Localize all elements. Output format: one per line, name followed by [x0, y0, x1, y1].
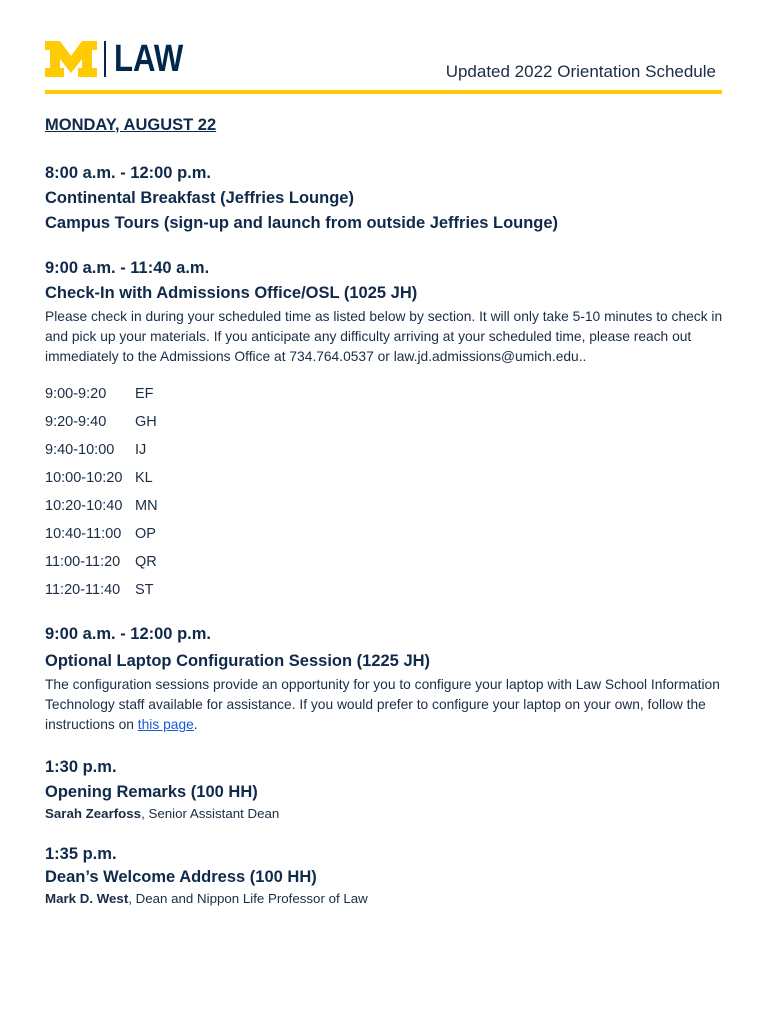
slot-section: KL — [135, 470, 153, 486]
slot-row — [45, 440, 725, 468]
event-time: 8:00 a.m. - 12:00 p.m. — [45, 164, 211, 182]
event-welcome-address — [45, 843, 725, 908]
event-time: 1:30 p.m. — [45, 758, 117, 776]
event-laptop-config — [45, 622, 725, 735]
slot-time: 10:20-10:40 — [45, 498, 123, 514]
speaker-name: Sarah Zearfoss — [45, 806, 142, 821]
event-title: Campus Tours (sign-up and launch from outside Jeffries Lounge) — [45, 214, 559, 232]
event-check-in — [45, 256, 725, 608]
slot-section: QR — [135, 554, 157, 570]
speaker-name: Mark D. West — [45, 891, 129, 906]
slot-row — [45, 552, 725, 580]
check-in-slots — [45, 384, 725, 608]
speaker-line — [45, 890, 725, 908]
slot-row — [45, 412, 725, 440]
event-time: 1:35 p.m. — [45, 845, 117, 863]
slot-section: GH — [135, 414, 157, 430]
event-title: Optional Laptop Configuration Session (1225 JH) — [45, 652, 431, 670]
slot-time: 9:00-9:20 — [45, 386, 107, 402]
speaker-role: , Senior Assistant Dean — [141, 806, 280, 821]
slot-section: OP — [135, 526, 156, 542]
michigan-law-logo — [45, 40, 198, 78]
slot-section: ST — [135, 582, 154, 598]
slot-row — [45, 524, 725, 552]
speaker-role: , Dean and Nippon Life Professor of Law — [128, 891, 368, 906]
slot-time: 9:20-9:40 — [45, 414, 107, 430]
slot-time: 10:00-10:20 — [45, 470, 123, 486]
description-text: . — [193, 717, 198, 732]
event-breakfast-tours — [45, 161, 725, 236]
slot-row — [45, 384, 725, 412]
event-time: 9:00 a.m. - 11:40 a.m. — [45, 259, 210, 277]
slot-section: MN — [135, 498, 158, 514]
event-description: Please check in during your scheduled time as listed below by section. It will only take 5-10 minutes to check in and pick up your materials. If you anticipate any difficulty arriving at your scheduled time, please reach out immediately to the Admissions Office at 734.764.0537 or law.jd.admissions@umich.edu.. — [45, 309, 723, 364]
event-time: 9:00 a.m. - 12:00 p.m. — [45, 625, 211, 643]
block-m-icon — [45, 41, 97, 77]
event-title: Dean’s Welcome Address (100 HH) — [45, 868, 317, 886]
event-description — [45, 675, 725, 735]
slot-row — [45, 496, 725, 524]
document-title: Updated 2022 Orientation Schedule — [445, 62, 716, 81]
logo-divider — [104, 41, 106, 77]
event-title: Check-In with Admissions Office/OSL (1025 JH) — [45, 284, 418, 302]
slot-time: 10:40-11:00 — [45, 526, 122, 542]
slot-section: IJ — [135, 442, 147, 458]
description-text: The configuration sessions provide an opportunity for you to configure your laptop with Law School Information Technology staff available for assistance. If you would prefer to configure your laptop on your own, follow the instructions on — [45, 677, 720, 732]
day-heading: MONDAY, AUGUST 22 — [45, 116, 217, 134]
slot-section: EF — [135, 386, 154, 402]
speaker-line — [45, 805, 725, 823]
event-title: Opening Remarks (100 HH) — [45, 783, 258, 801]
event-opening-remarks — [45, 755, 725, 823]
document-header — [45, 38, 722, 94]
slot-time: 9:40-10:00 — [45, 442, 115, 458]
logo-text: LAW — [114, 38, 184, 80]
slot-row — [45, 468, 725, 496]
slot-time: 11:00-11:20 — [45, 554, 121, 570]
slot-row — [45, 580, 725, 608]
instructions-link[interactable]: this page — [137, 717, 194, 732]
event-title: Continental Breakfast (Jeffries Lounge) — [45, 189, 354, 207]
slot-time: 11:20-11:40 — [45, 582, 121, 598]
schedule-content — [45, 116, 725, 928]
